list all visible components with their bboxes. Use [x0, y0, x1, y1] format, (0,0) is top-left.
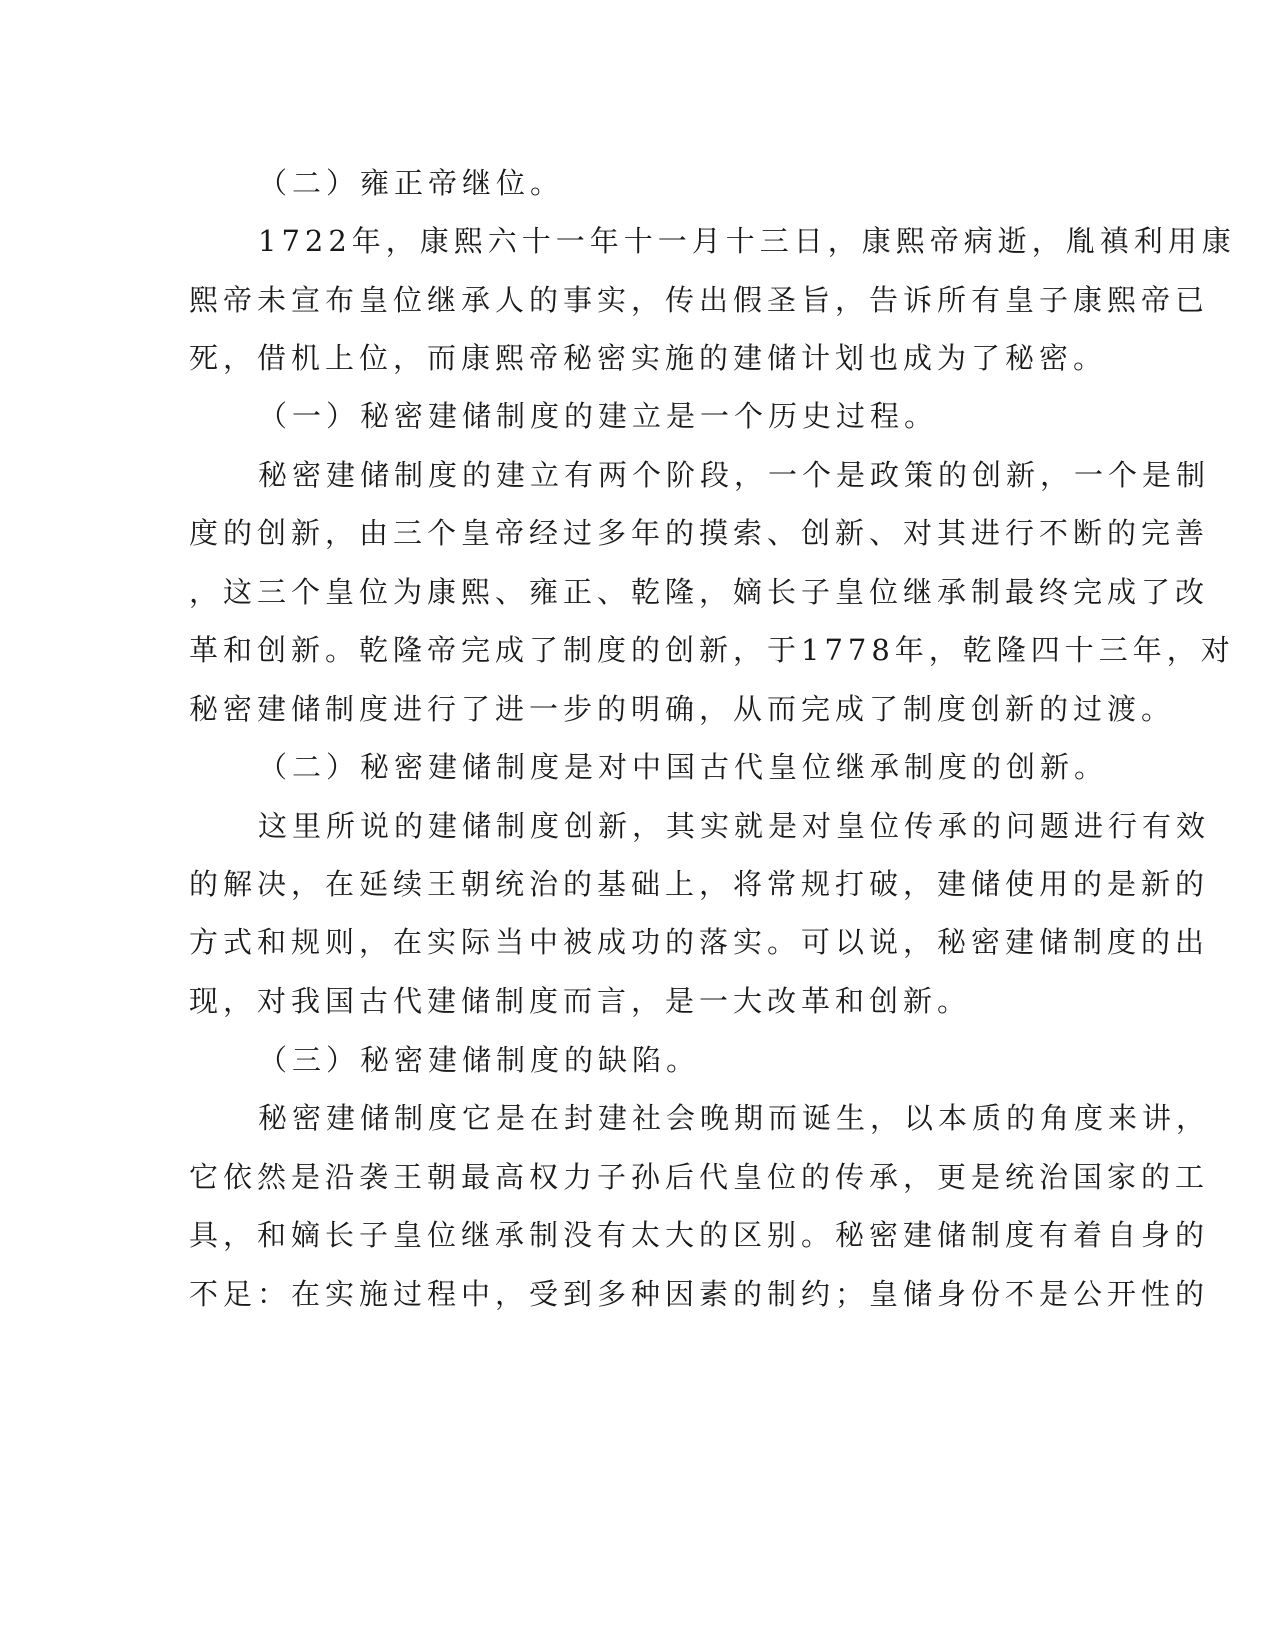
- paragraph-line: 1722年，康熙六十一年十一月十三日，康熙帝病逝，胤禛利用康: [258, 224, 1236, 258]
- section-heading-establishment: （一）秘密建储制度的建立是一个历史过程。: [258, 399, 939, 433]
- paragraph-line: 具，和嫡长子皇位继承制没有太大的区别。秘密建储制度有着自身的: [189, 1218, 1210, 1252]
- paragraph-line: 它依然是沿袭王朝最高权力子孙后代皇位的传承，更是统治国家的工: [189, 1160, 1210, 1194]
- paragraph-line: 秘密建储制度的建立有两个阶段，一个是政策的创新，一个是制: [258, 458, 1211, 492]
- paragraph-line: 不足：在实施过程中，受到多种因素的制约；皇储身份不是公开性的: [189, 1277, 1210, 1311]
- section-heading-defects: （三）秘密建储制度的缺陷。: [258, 1043, 701, 1077]
- paragraph-line: 秘密建储制度进行了进一步的明确，从而完成了制度创新的过渡。: [189, 692, 1176, 726]
- paragraph-line: 度的创新，由三个皇帝经过多年的摸索、创新、对其进行不断的完善: [189, 516, 1210, 550]
- paragraph-line: 死，借机上位，而康熙帝秘密实施的建储计划也成为了秘密。: [189, 341, 1108, 375]
- paragraph-line: 革和创新。乾隆帝完成了制度的创新，于1778年，乾隆四十三年，对: [189, 633, 1235, 667]
- section-heading-yongzheng-succession: （二）雍正帝继位。: [258, 166, 565, 200]
- paragraph-line: 的解决，在延续王朝统治的基础上，将常规打破，建储使用的是新的: [189, 867, 1210, 901]
- paragraph-line: 这里所说的建储制度创新，其实就是对皇位传承的问题进行有效: [258, 809, 1211, 843]
- paragraph-line: ，这三个皇位为康熙、雍正、乾隆，嫡长子皇位继承制最终完成了改: [189, 575, 1210, 609]
- paragraph-line: 熙帝未宣布皇位继承人的事实，传出假圣旨，告诉所有皇子康熙帝已: [189, 283, 1210, 317]
- section-heading-innovation: （二）秘密建储制度是对中国古代皇位继承制度的创新。: [258, 750, 1109, 784]
- paragraph-line: 现，对我国古代建储制度而言，是一大改革和创新。: [189, 984, 972, 1018]
- paragraph-line: 秘密建储制度它是在封建社会晚期而诞生，以本质的角度来讲，: [258, 1101, 1211, 1135]
- paragraph-line: 方式和规则，在实际当中被成功的落实。可以说，秘密建储制度的出: [189, 925, 1210, 959]
